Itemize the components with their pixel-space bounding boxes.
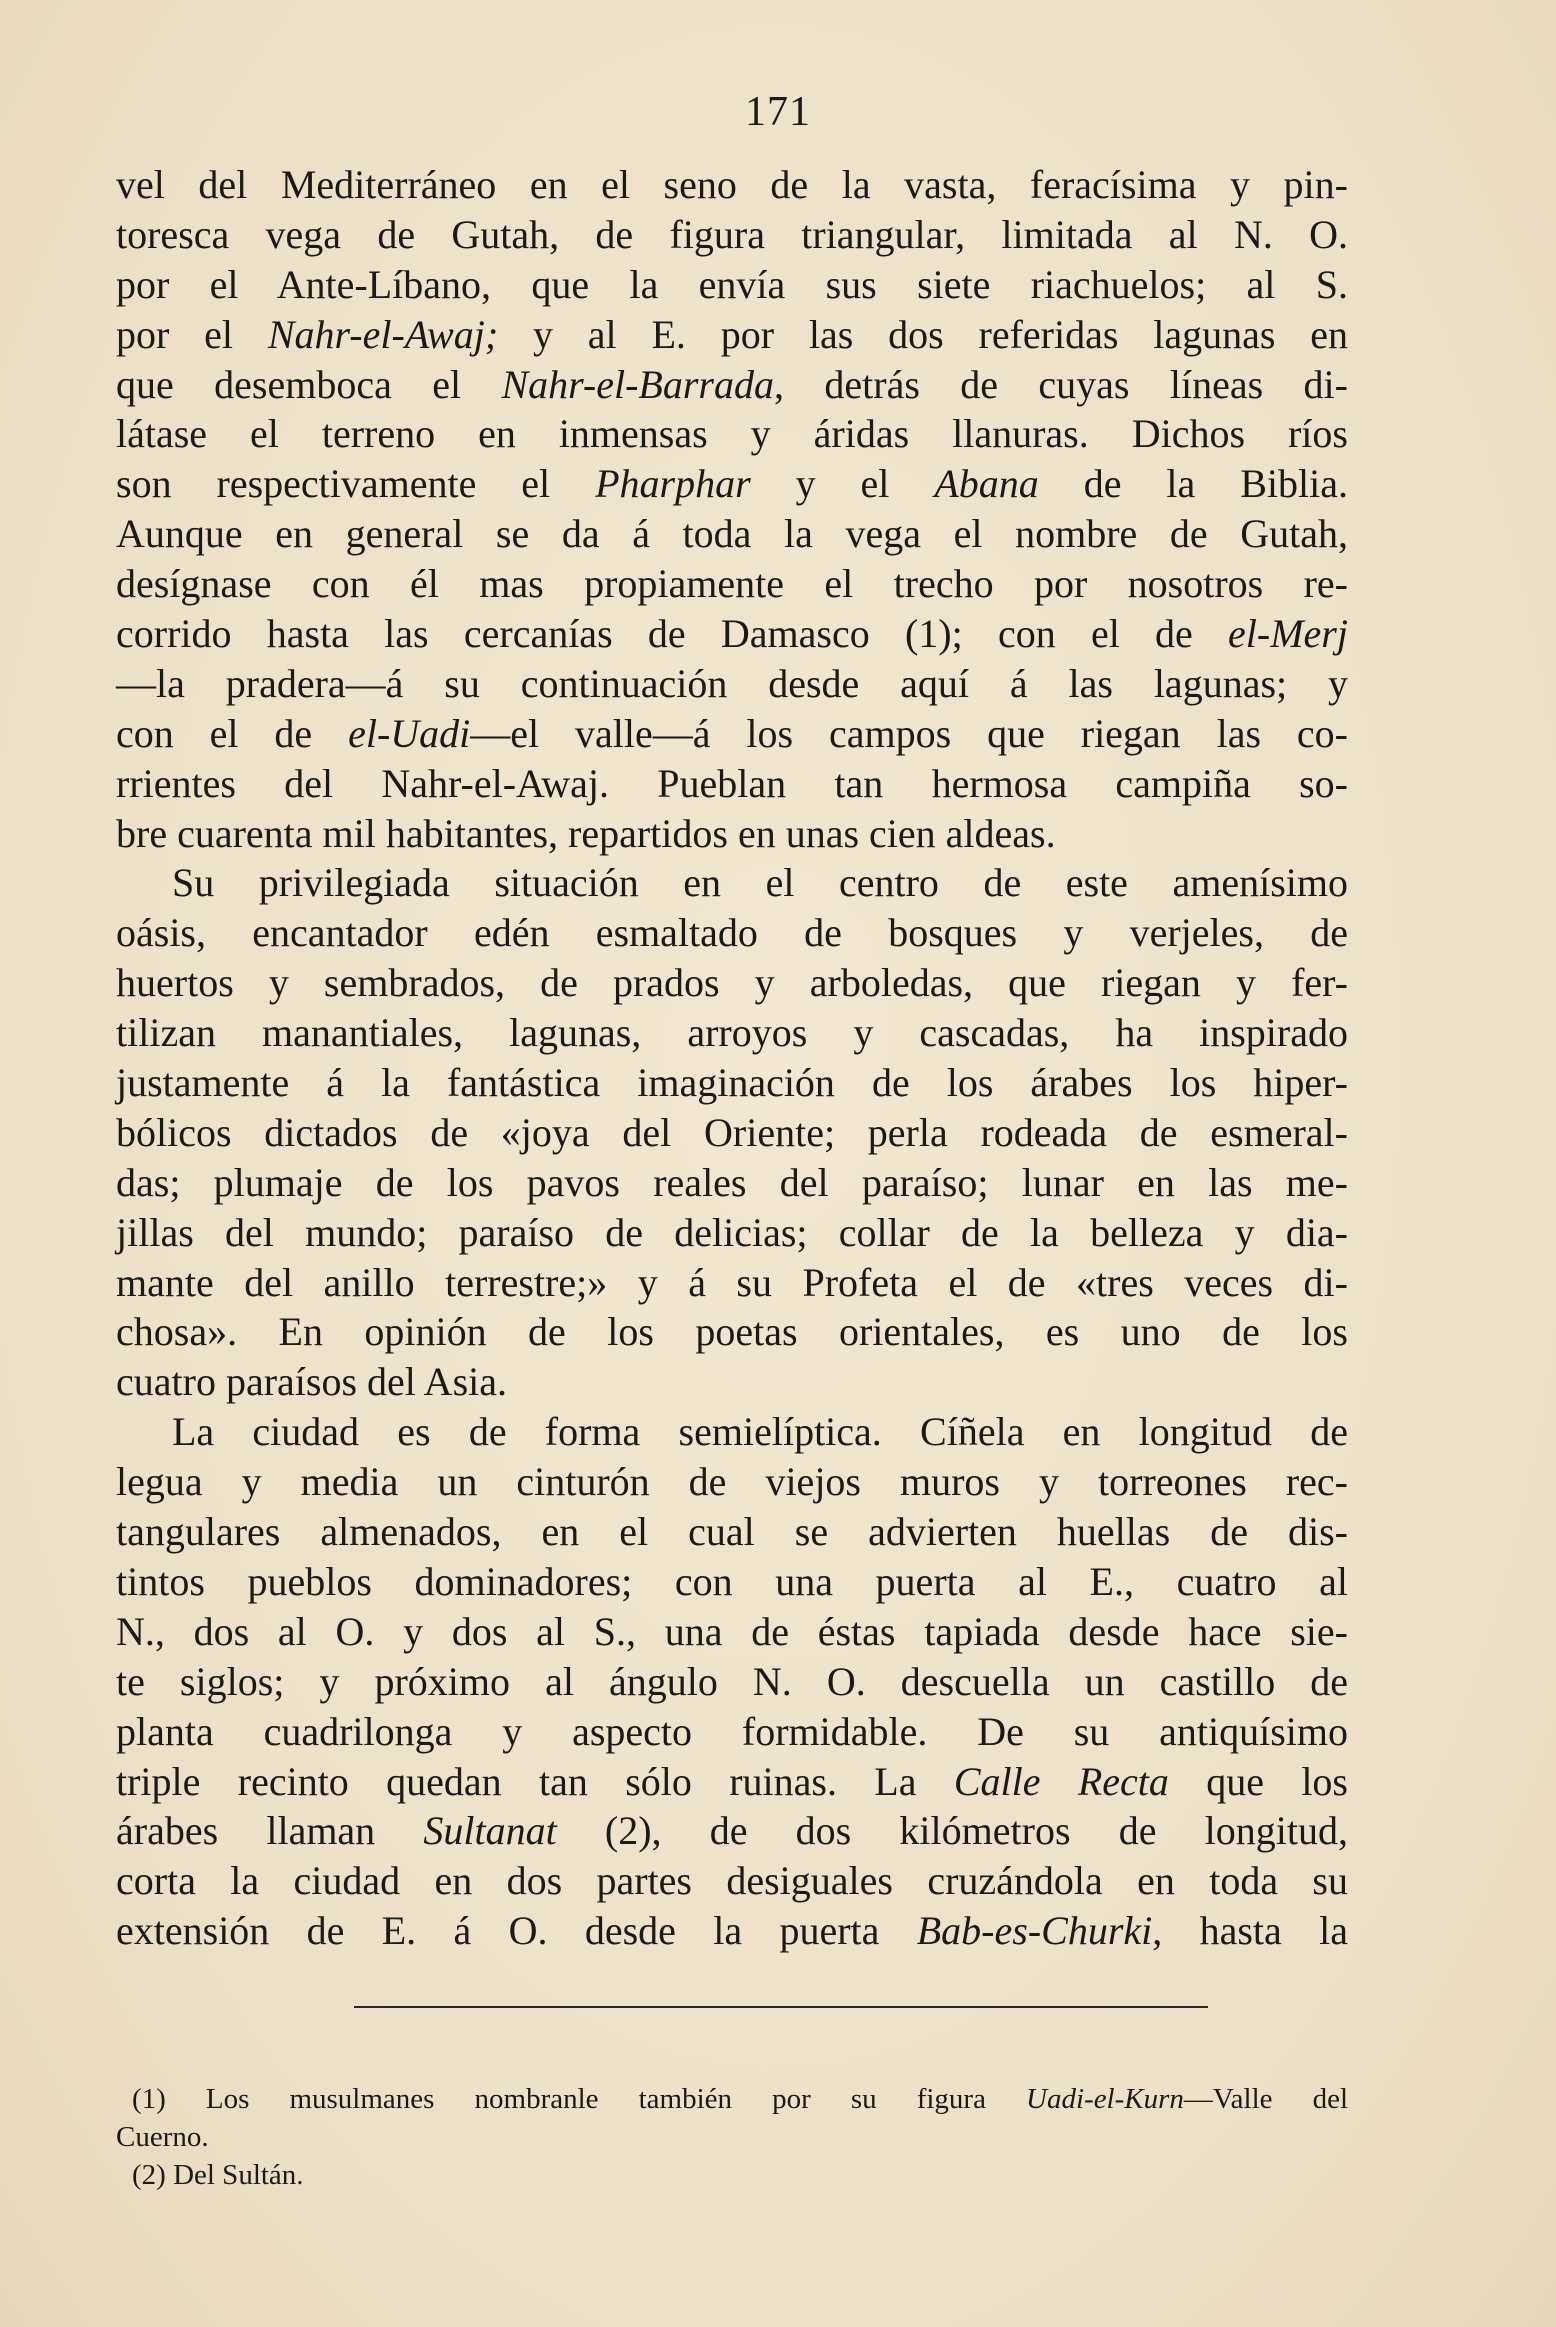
text-line: La ciudad es de forma semielíptica. Cíñela en longitud de xyxy=(172,1409,1348,1455)
text-line: desígnase con él mas propiamente el trecho por nosotros re- xyxy=(116,561,1348,607)
text-line: vel del Mediterráneo en el seno de la vasta, feracísima y pin- xyxy=(116,162,1348,207)
text-line: N., dos al O. y dos al S., una de éstas tapiada desde hace sie- xyxy=(116,1608,1348,1654)
footnote-separator xyxy=(354,2006,1208,2008)
text-line: triple recinto quedan tan sólo ruinas. La Calle Recta que los xyxy=(116,1758,1348,1804)
text-line: tilizan manantiales, lagunas, arroyos y cascadas, ha inspirado xyxy=(116,1010,1348,1056)
text-line: mante del anillo terrestre;» y á su Profeta el de «tres veces di- xyxy=(116,1259,1348,1305)
text-line: árabes llaman Sultanat (2), de dos kilómetros de longitud, xyxy=(116,1808,1348,1854)
text-line: corrido hasta las cercanías de Damasco (1); con el de el-Merj xyxy=(116,611,1348,657)
text-line: —la pradera—á su continuación desde aquí á las lagunas; y xyxy=(116,660,1348,706)
text-line: tintos pueblos dominadores; con una puerta al E., cuatro al xyxy=(116,1558,1348,1604)
text-line: bólicos dictados de «joya del Oriente; perla rodeada de esmeral- xyxy=(116,1109,1348,1155)
text-line: rrientes del Nahr-el-Awaj. Pueblan tan hermosa campiña so- xyxy=(116,760,1348,806)
text-line: cuatro paraísos del Asia. xyxy=(116,1359,507,1405)
body-text xyxy=(116,160,1348,1956)
text-line: látase el terreno en inmensas y áridas llanuras. Dichos ríos xyxy=(116,411,1348,457)
text-line: jillas del mundo; paraíso de delicias; collar de la belleza y dia- xyxy=(116,1209,1348,1255)
text-line: oásis, encantador edén esmaltado de bosques y verjeles, de xyxy=(116,910,1348,956)
text-line: bre cuarenta mil habitantes, repartidos en unas cien aldeas. xyxy=(116,810,1056,856)
text-line: por el Ante-Líbano, que la envía sus siete riachuelos; al S. xyxy=(116,261,1348,307)
page-number: 171 xyxy=(745,89,811,135)
text-line: huertos y sembrados, de prados y arboledas, que riegan y fer- xyxy=(116,960,1348,1006)
text-line: con el de el-Uadi—el valle—á los campos que riegan las co- xyxy=(116,710,1348,756)
text-line: Aunque en general se da á toda la vega el nombre de Gutah, xyxy=(116,511,1348,557)
footnote-line: (2) Del Sultán. xyxy=(132,2159,304,2191)
text-line: corta la ciudad en dos partes desiguales cruzándola en toda su xyxy=(116,1858,1348,1904)
text-line: que desemboca el Nahr-el-Barrada, detrás de cuyas líneas di- xyxy=(116,361,1348,407)
footnote-line: Cuerno. xyxy=(116,2121,209,2153)
text-line: por el Nahr-el-Awaj; y al E. por las dos referidas lagunas en xyxy=(116,311,1349,357)
footnotes xyxy=(116,2080,1348,2194)
footnote-line: (1) Los musulmanes nombranle también por su figura Uadi-el-Kurn—Valle del xyxy=(132,2083,1348,2115)
text-line: legua y media un cinturón de viejos muros y torreones rec- xyxy=(116,1459,1348,1505)
text-line: das; plumaje de los pavos reales del paraíso; lunar en las me- xyxy=(116,1159,1348,1205)
text-line: planta cuadrilonga y aspecto formidable. De su antiquísimo xyxy=(116,1708,1348,1754)
text-line: justamente á la fantástica imaginación de los árabes los hiper- xyxy=(116,1060,1348,1106)
text-line: toresca vega de Gutah, de figura triangular, limitada al N. O. xyxy=(116,211,1348,257)
text-line: te siglos; y próximo al ángulo N. O. descuella un castillo de xyxy=(116,1658,1348,1704)
text-line: chosa». En opinión de los poetas orientales, es uno de los xyxy=(116,1309,1348,1355)
text-line: tangulares almenados, en el cual se advierten huellas de dis- xyxy=(116,1509,1348,1555)
text-line: extensión de E. á O. desde la puerta Bab-es-Churki, hasta la xyxy=(116,1908,1349,1954)
text-line: son respectivamente el Pharphar y el Abana de la Biblia. xyxy=(116,461,1348,507)
text-line: Su privilegiada situación en el centro de este amenísimo xyxy=(172,860,1348,906)
